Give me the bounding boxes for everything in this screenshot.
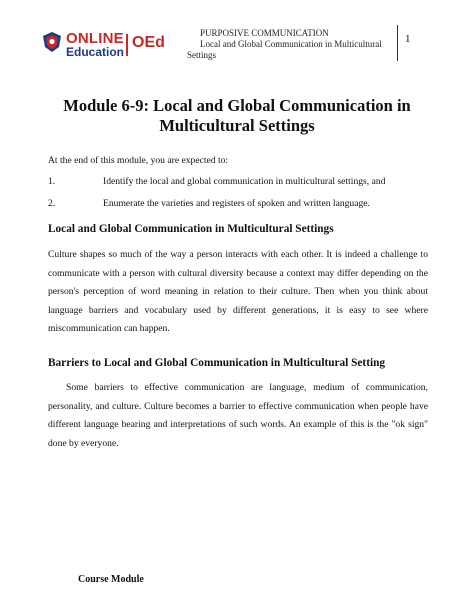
header-module-title-line1: Local and Global Communication in Multicultural bbox=[200, 39, 382, 49]
section-paragraph: Some barriers to effective communication are language, medium of communication, personality, and culture. Culture becomes a barrier to effective communication when people have different language bearing and interpretations of such words. An example of this is the "ok sign" done by everyone. bbox=[48, 382, 428, 449]
header-course-title: PURPOSIVE COMMUNICATION bbox=[200, 28, 329, 38]
header-divider bbox=[397, 25, 398, 61]
objective-number: 2. bbox=[48, 198, 56, 209]
header-module-title-line2: Settings bbox=[187, 50, 217, 60]
objective-number: 1. bbox=[48, 176, 56, 187]
section-heading-local-global: Local and Global Communication in Multicultural Settings bbox=[48, 223, 334, 235]
footer-label: Course Module bbox=[78, 574, 144, 585]
logo-text-online: ONLINE bbox=[66, 30, 124, 47]
emblem-icon bbox=[42, 31, 62, 53]
objective-text: Enumerate the varieties and registers of spoken and written language. bbox=[103, 198, 370, 209]
page-title: Module 6-9: Local and Global Communication in Multicultural Settings bbox=[63, 96, 411, 135]
objective-text: Identify the local and global communication in multicultural settings, and bbox=[103, 176, 386, 187]
logo-text-education: Education bbox=[66, 45, 125, 59]
section-paragraph: Culture shapes so much of the way a person interacts with each other. It is indeed a challenge to communicate with a person with cultural diversity because a context may differ depending on the person's perception of word meaning in relation to their culture. Then when you think about language barriers and vocabulary used by different generations, it is easy to see where miscommunication can happen. bbox=[48, 249, 428, 335]
page-number: 1 bbox=[405, 33, 411, 45]
intro-text: At the end of this module, you are expected to: bbox=[48, 155, 229, 166]
logo-text-oed: OEd bbox=[132, 34, 165, 51]
section-heading-barriers: Barriers to Local and Global Communication in Multicultural Setting bbox=[48, 357, 386, 369]
logo-divider bbox=[126, 34, 128, 56]
online-education-logo bbox=[42, 28, 172, 62]
